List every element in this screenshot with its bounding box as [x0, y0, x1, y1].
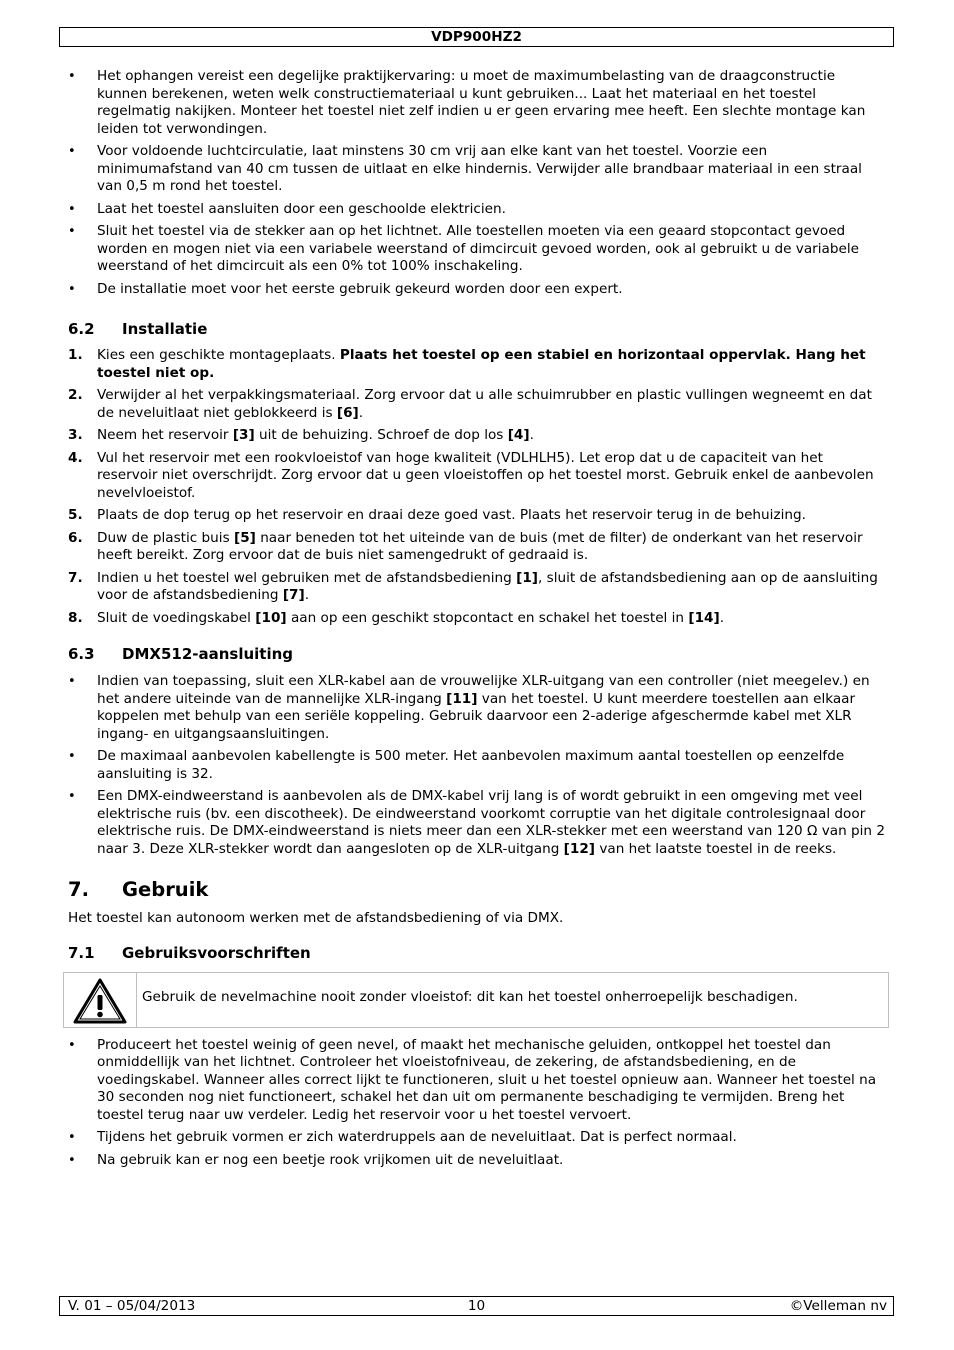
- emphasis-text: [6]: [336, 404, 359, 421]
- list-item: • De installatie moet voor het eerste gebruik gekeurd worden door een expert.: [68, 280, 623, 297]
- list-item: • Produceert het toestel weinig of geen nevel, of maakt het mechanische geluiden, ontkoppel het toestel dan onmiddellijk van het lichtnet. Controleer het vloeistofniveau, de zekering, de afstandsbediening, en de voedingskabel. Wanneer alles correct lijkt te functioneren, sluit u het toestel opnieuw aan. Wanneer het toestel na 30 seconden nog niet functioneert, schakel het dan uit om permanente beschadiging te vermijden. Breng het toestel terug naar uw verdeler. Ledig het reservoir voor u het toestel vervoert.: [68, 1036, 877, 1123]
- list-item: [68, 610, 886, 628]
- section-6-2-heading: [68, 319, 886, 339]
- warning-text: Gebruik de nevelmachine nooit zonder vloeistof: dit kan het toestel onherroepelijk beschadigen.: [142, 988, 798, 1005]
- section-7-1-heading: [68, 943, 886, 963]
- model-title: VDP900HZ2: [431, 29, 522, 45]
- list-item: [68, 427, 886, 445]
- warning-triangle-icon: [72, 977, 128, 1025]
- emphasis-text: [11]: [446, 690, 478, 707]
- body-text: Indien van toepassing, sluit een XLR-kabel aan de vrouwelijke XLR-uitgang van een controller (niet meegelev.) en het andere uiteinde van de mannelijke XLR-ingang: [97, 673, 870, 707]
- bullet-icon: •: [68, 69, 76, 84]
- bullet-icon: •: [68, 224, 76, 239]
- body-text: .: [719, 609, 725, 626]
- step-number: 8.: [68, 609, 83, 626]
- emphasis-text: [7]: [282, 587, 305, 603]
- emphasis-text: [14]: [688, 609, 720, 626]
- emphasis-text: [4]: [507, 427, 530, 443]
- list-item: [68, 788, 886, 858]
- list-item: • Na gebruik kan er nog een beetje rook vrijkomen uit de neveluitlaat.: [68, 1151, 564, 1168]
- bullet-icon: •: [68, 281, 76, 297]
- body-text: Plaats de dop terug op het reservoir en draai deze goed vast. Plaats het reservoir terug in de behuizing.: [97, 507, 806, 523]
- section-title: Installatie: [122, 320, 208, 338]
- list-item: • Sluit het toestel via de stekker aan op het lichtnet. Alle toestellen moeten via een geaard stopcontact gevoed worden en mogen niet via een variabele weerstand of dimcircuit gevoed worden, ook al gebruikt u de variabele weerstand of het dimcircuit als een 0% tot 100% inschakeling.: [68, 223, 859, 274]
- usage-bullet-list: [68, 1037, 886, 1170]
- copyright: ©Velleman nv: [789, 1298, 887, 1314]
- installation-steps: [68, 347, 886, 627]
- version-date: V. 01 – 05/04/2013: [68, 1298, 196, 1314]
- list-item: • Het ophangen vereist een degelijke praktijkervaring: u moet de maximumbelasting van de draagconstructie kunnen berekenen, weten welk constructiemateriaal u kunt gebruiken... Laat het materiaal en het toestel regelmatig nakijken. Monteer het toestel niet zelf indien u er geen ervaring mee heeft. Een slechte montage kan leiden tot verwondingen.: [68, 68, 866, 137]
- list-item: • Voor voldoende luchtcirculatie, laat minstens 30 cm vrij aan elke kant van het toestel. Voorzie een minimumafstand van 40 cm tussen de uitlaat en elke hindernis. Verwijder alle brandbaar materiaal in een straal van 0,5 m rond het toestel.: [68, 143, 862, 194]
- section-number: 7.1: [68, 943, 95, 962]
- emphasis-text: Plaats het toestel op een stabiel en horizontaal oppervlak. Hang het toestel niet op.: [97, 347, 866, 381]
- page-footer: [59, 1296, 894, 1316]
- body-text: Een DMX-eindweerstand is aanbevolen als de DMX-kabel vrij lang is of wordt gebruikt in een omgeving met veel elektrische ruis (bv. een discotheek). De eindweerstand voorkomt corruptie van het digitale controlesignaal door elektrische ruis. De DMX-eindweerstand is niets meer dan een XLR-stekker met een weerstand van 120 Ω van pin 2 naar 3. Deze XLR-stekker wordt dan aangesloten op de XLR-uitgang: [97, 788, 885, 857]
- step-number: 2.: [68, 387, 83, 403]
- emphasis-text: [1]: [516, 569, 539, 586]
- emphasis-text: [5]: [233, 529, 256, 546]
- bullet-icon: •: [68, 749, 76, 764]
- body-text: Kies een geschikte montageplaats.: [97, 347, 340, 363]
- body-text: .: [304, 587, 310, 603]
- body-text: naar beneden tot het uiteinde van de buis (met de filter) de onderkant van het reservoir heeft bereikt. Zorg ervoor dat de buis niet samengedrukt of gedraaid is.: [97, 529, 863, 563]
- section-7-heading: [68, 878, 886, 902]
- list-item: [68, 347, 886, 382]
- page-content: [68, 68, 886, 1174]
- list-item: [68, 748, 886, 783]
- bullet-icon: •: [68, 1152, 76, 1168]
- list-item: • Tijdens het gebruik vormen er zich waterdruppels aan de neveluitlaat. Dat is perfect normaal.: [68, 1129, 737, 1145]
- list-item: • Laat het toestel aansluiten door een geschoolde elektricien.: [68, 200, 506, 217]
- body-text: .: [358, 404, 364, 421]
- body-text: Verwijder al het verpakkingsmateriaal. Zorg ervoor dat u alle schuimrubber en plastic vullingen wegneemt en dat de neveluitlaat niet geblokkeerd is: [97, 387, 872, 421]
- step-number: 6.: [68, 529, 83, 546]
- body-text: Duw de plastic buis: [97, 529, 234, 546]
- body-text: Vul het reservoir met een rookvloeistof van hoge kwaliteit (VDLHLH5). Let erop dat u de capaciteit van het reservoir niet overschrijdt. Zorg ervoor dat u geen vloeistoffen op het toestel morst. Gebruik enkel de aanbevolen nevelvloeistof.: [97, 449, 874, 501]
- step-number: 3.: [68, 427, 83, 443]
- emphasis-text: [3]: [232, 427, 255, 443]
- list-item: [68, 673, 886, 743]
- list-item: [68, 507, 886, 525]
- body-text: van het laatste toestel in de reeks.: [595, 840, 837, 857]
- section-number: 7.: [68, 878, 89, 901]
- emphasis-text: [12]: [563, 840, 596, 857]
- list-item: [68, 450, 886, 503]
- body-text: De maximaal aanbevolen kabellengte is 500 meter. Het aanbevolen maximum aantal toestellen op eenzelfde aansluiting is 32.: [97, 748, 845, 782]
- body-text: Sluit de voedingskabel: [97, 609, 256, 626]
- section-6-3-heading: [68, 644, 886, 664]
- page-number: 10: [467, 1298, 486, 1314]
- bullet-icon: •: [68, 144, 76, 159]
- body-text: van het toestel. U kunt meerdere toestellen aan elkaar koppelen met behulp van een seriële koppeling. Gebruik daarvoor een 2-aderige afgeschermde kabel met XLR ingang- en uitgangsaansluitingen.: [97, 690, 856, 742]
- list-item: [68, 570, 886, 605]
- list-item: [68, 530, 886, 565]
- step-number: 7.: [68, 569, 83, 586]
- body-text: Indien u het toestel wel gebruiken met de afstandsbediening: [97, 569, 517, 586]
- warning-divider: [136, 973, 137, 1027]
- bullet-icon: •: [68, 201, 76, 217]
- intro-bullet-list: [68, 68, 886, 298]
- bullet-icon: •: [68, 789, 76, 804]
- step-number: 4.: [68, 449, 83, 466]
- body-text: .: [529, 427, 534, 443]
- body-text: Neem het reservoir: [97, 427, 233, 443]
- bullet-icon: •: [68, 1130, 76, 1145]
- section-title: Gebruiksvoorschriften: [122, 943, 311, 962]
- body-text: uit de behuizing. Schroef de dop los: [254, 427, 508, 443]
- section-title: Gebruik: [122, 878, 209, 901]
- dmx-bullet-list: [68, 673, 886, 858]
- body-text: aan op een geschikt stopcontact en schakel het toestel in: [286, 609, 689, 626]
- bullet-icon: •: [68, 1037, 76, 1053]
- section-7-intro: Het toestel kan autonoom werken met de afstandsbediening of via DMX.: [68, 910, 564, 926]
- step-number: 1.: [68, 347, 83, 363]
- section-title: DMX512-aansluiting: [122, 645, 294, 663]
- list-item: [68, 387, 886, 422]
- step-number: 5.: [68, 507, 83, 523]
- bullet-icon: •: [68, 674, 76, 689]
- emphasis-text: [10]: [255, 609, 287, 626]
- section-number: 6.3: [68, 645, 95, 663]
- body-text: , sluit de afstandsbediening aan op de aansluiting voor de afstandsbediening: [97, 569, 878, 603]
- page-header: [59, 27, 894, 47]
- warning-box: [63, 972, 889, 1028]
- section-number: 6.2: [68, 320, 95, 338]
